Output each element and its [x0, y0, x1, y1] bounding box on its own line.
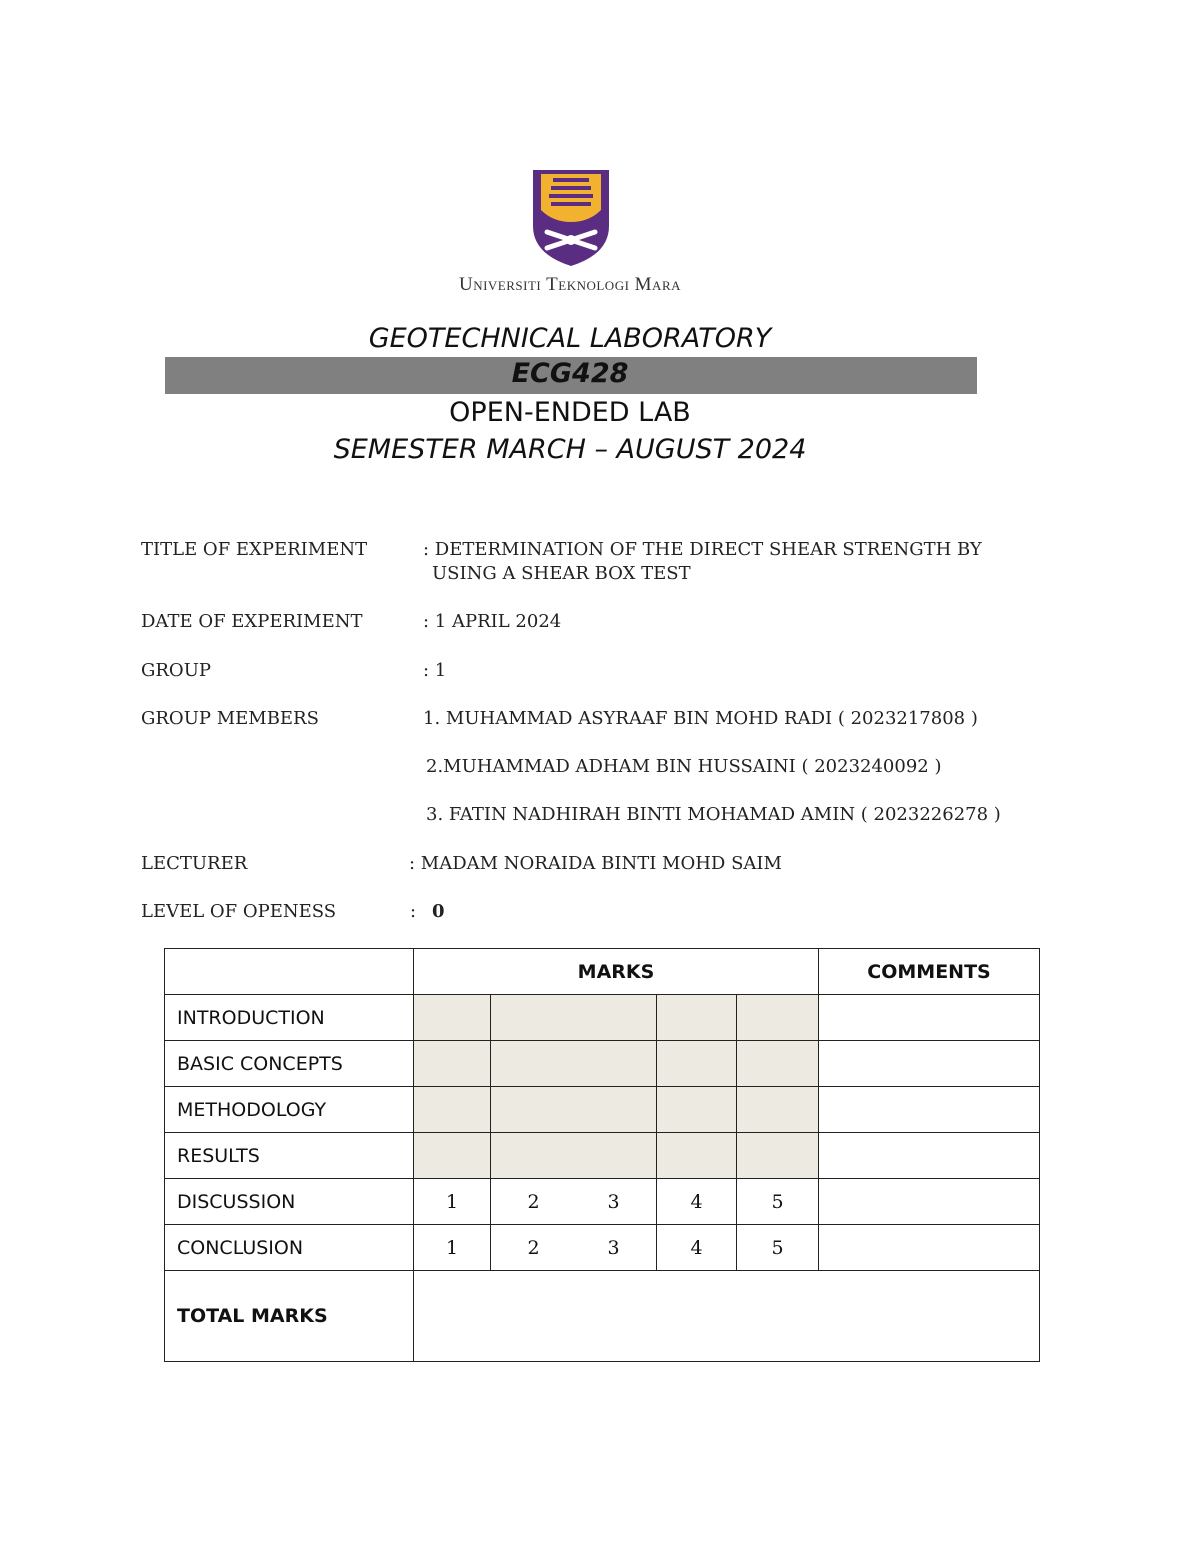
semester: SEMESTER MARCH – AUGUST 2024	[333, 434, 807, 465]
mark-cell: 4	[657, 1179, 737, 1225]
row-label-results: RESULTS	[165, 1133, 414, 1179]
header-blank-cell	[165, 949, 414, 995]
mark-cell	[491, 1133, 657, 1179]
openess-colon: :	[410, 901, 417, 922]
university-crest-logo	[533, 170, 609, 266]
group-label: GROUP	[141, 660, 211, 681]
mark-cell	[737, 1087, 819, 1133]
comments-header: COMMENTS	[819, 949, 1040, 995]
mark-cell: 1	[414, 1225, 491, 1271]
row-label-conclusion: CONCLUSION	[165, 1225, 414, 1271]
table-row	[165, 995, 1040, 1041]
member-1: 1. MUHAMMAD ASYRAAF BIN MOHD RADI ( 2023217808 )	[423, 708, 978, 729]
mark-cell	[414, 1133, 491, 1179]
lab-title: GEOTECHNICAL LABORATORY	[368, 323, 772, 354]
title-value-line1: : DETERMINATION OF THE DIRECT SHEAR STRENGTH BY	[423, 539, 982, 560]
row-label-basic-concepts: BASIC CONCEPTS	[165, 1041, 414, 1087]
members-label: GROUP MEMBERS	[141, 708, 319, 729]
title-value-line2: USING A SHEAR BOX TEST	[432, 563, 691, 584]
group-value: : 1	[423, 660, 447, 681]
date-value: : 1 APRIL 2024	[423, 611, 562, 632]
date-label: DATE OF EXPERIMENT	[141, 611, 363, 632]
comment-cell	[819, 1041, 1040, 1087]
lab-type: OPEN-ENDED LAB	[449, 397, 691, 428]
comment-cell	[819, 1179, 1040, 1225]
mark-cell	[737, 1133, 819, 1179]
member-3: 3. FATIN NADHIRAH BINTI MOHAMAD AMIN ( 2023226278 )	[426, 804, 1001, 825]
row-label-introduction: INTRODUCTION	[165, 995, 414, 1041]
comment-cell	[819, 1225, 1040, 1271]
mark-cell	[491, 1041, 657, 1087]
mark-cell	[657, 1041, 737, 1087]
comment-cell	[819, 995, 1040, 1041]
table-row	[165, 1179, 1040, 1225]
mark-cell	[414, 995, 491, 1041]
mark-cell	[657, 1133, 737, 1179]
comment-cell	[819, 1133, 1040, 1179]
table-row	[165, 1041, 1040, 1087]
university-name: Universiti Teknologi Mara	[458, 274, 682, 295]
table-row	[165, 1133, 1040, 1179]
mark-cell: 1	[414, 1179, 491, 1225]
row-label-discussion: DISCUSSION	[165, 1179, 414, 1225]
lecturer-label: LECTURER	[141, 853, 248, 874]
mark-cell	[737, 995, 819, 1041]
mark-scale-3: 3	[607, 1190, 620, 1213]
title-label: TITLE OF EXPERIMENT	[141, 539, 368, 560]
row-label-methodology: METHODOLOGY	[165, 1087, 414, 1133]
comment-cell	[819, 1087, 1040, 1133]
mark-cell	[491, 995, 657, 1041]
mark-cell	[657, 995, 737, 1041]
table-row	[165, 1225, 1040, 1271]
mark-cell	[491, 1225, 657, 1271]
member-2: 2.MUHAMMAD ADHAM BIN HUSSAINI ( 2023240092 )	[426, 756, 942, 777]
course-code: ECG428	[511, 358, 629, 389]
mark-cell: 5	[737, 1179, 819, 1225]
lecturer-value: : MADAM NORAIDA BINTI MOHD SAIM	[409, 853, 782, 874]
mark-cell	[657, 1087, 737, 1133]
total-row	[165, 1271, 1040, 1362]
mark-scale-2: 2	[527, 1236, 540, 1259]
openess-value: 0	[432, 901, 445, 922]
marks-header: MARKS	[414, 949, 819, 995]
mark-scale-2: 2	[527, 1190, 540, 1213]
total-marks-value-cell	[414, 1271, 1040, 1362]
marks-table	[164, 948, 1040, 1362]
mark-cell: 4	[657, 1225, 737, 1271]
mark-cell	[414, 1087, 491, 1133]
total-marks-label: TOTAL MARKS	[165, 1271, 414, 1362]
mark-cell	[491, 1087, 657, 1133]
mark-scale-3: 3	[607, 1236, 620, 1259]
mark-cell	[414, 1041, 491, 1087]
openess-label: LEVEL OF OPENESS	[141, 901, 337, 922]
mark-cell: 5	[737, 1225, 819, 1271]
mark-cell	[737, 1041, 819, 1087]
table-header-row	[165, 949, 1040, 995]
table-row	[165, 1087, 1040, 1133]
mark-cell	[491, 1179, 657, 1225]
